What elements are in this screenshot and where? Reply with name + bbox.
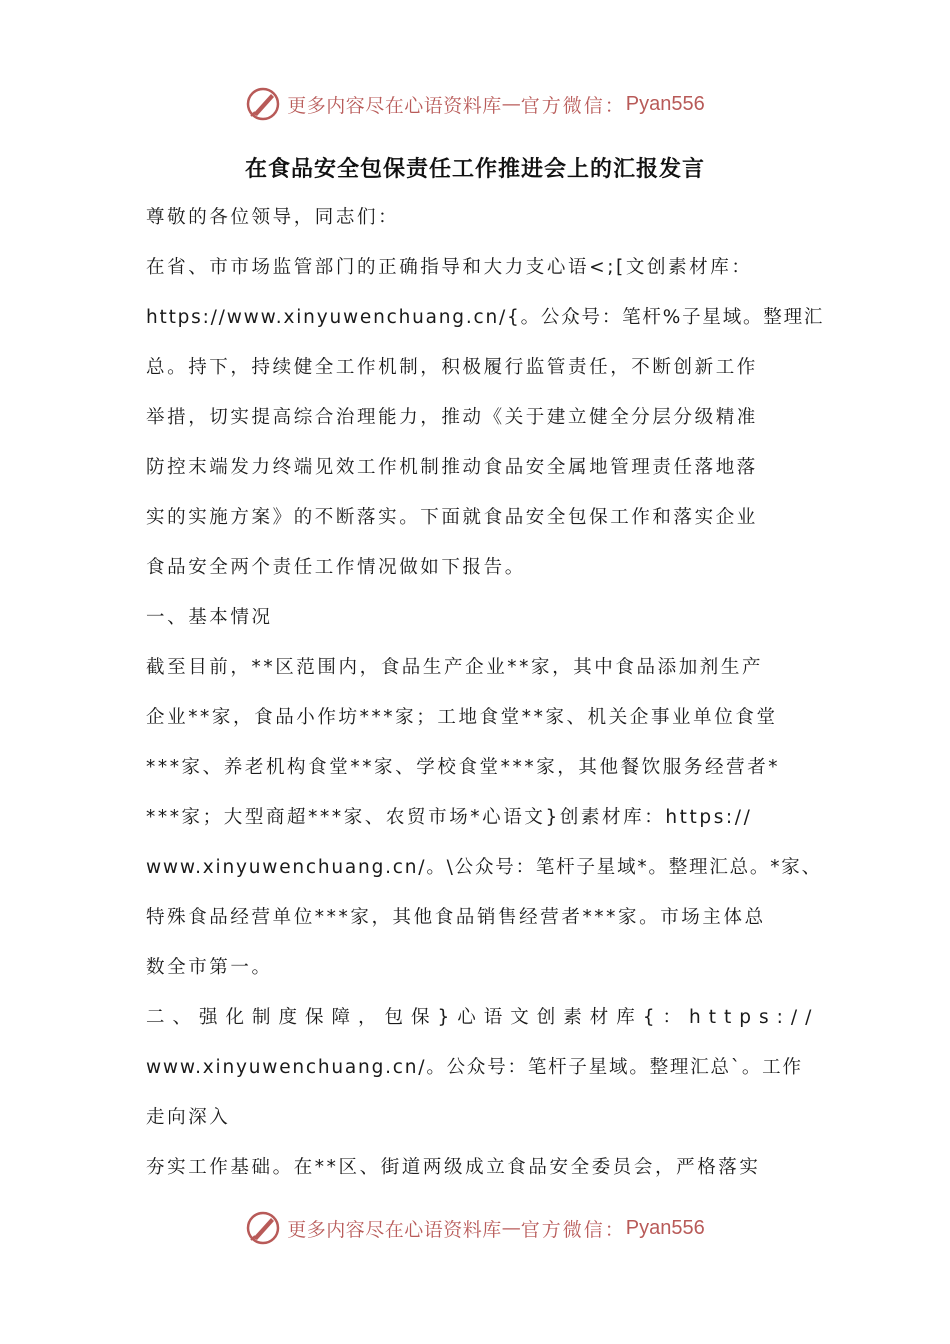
banner-wechat-id: Pyan556 [625,1216,705,1239]
footer-watermark-banner [0,1208,950,1248]
section-heading: 二、强化制度保障，包保}心语文创素材库{：https:// [146,1007,820,1028]
banner-wechat-id: Pyan556 [625,92,705,115]
quill-pen-logo-icon [245,1210,281,1246]
header-watermark-banner [0,84,950,124]
body-line: 企业**家，食品小作坊***家；工地食堂**家、机关企事业单位食堂 [146,707,778,728]
body-line: 夯实工作基础。在**区、街道两级成立食品安全委员会，严格落实 [146,1157,761,1178]
body-line: 总。持下，持续健全工作机制，积极履行监管责任，不断创新工作 [146,357,758,378]
body-line: 在省、市市场监管部门的正确指导和大力支心语<;[文创素材库： [146,257,753,278]
quill-pen-logo-icon [245,86,281,122]
banner-dash: — [501,93,521,115]
section-heading: 一、基本情况 [146,607,273,628]
body-line: 数全市第一。 [146,957,273,978]
banner-dash: — [501,1217,521,1239]
banner-wechat-label: 官方微信： [520,94,626,117]
body-line: www.xinyuwenchuang.cn/。公众号：笔杆子星域。整理汇总`。工作 [146,1057,803,1078]
body-line: 走向深入 [146,1107,231,1128]
body-line: 实的实施方案》的不断落实。下面就食品安全包保工作和落实企业 [146,507,758,528]
body-line: ***家；大型商超***家、农贸市场*心语文}创素材库：https:// [146,807,753,828]
body-line: 举措，切实提高综合治理能力，推动《关于建立健全分层分级精准 [146,407,758,428]
banner-text: 更多内容尽在心语资料库 [287,1218,502,1241]
body-line: https://www.xinyuwenchuang.cn/{。公众号：笔杆%子星域。整理汇 [146,307,825,328]
banner-text: 更多内容尽在心语资料库 [287,94,502,117]
body-line: ***家、养老机构食堂**家、学校食堂***家，其他餐饮服务经营者* [146,757,781,778]
document-title: 在食品安全包保责任工作推进会上的汇报发言 [244,157,705,182]
body-line: 食品安全两个责任工作情况做如下报告。 [146,557,526,578]
body-line: 截至目前，**区范围内，食品生产企业**家，其中食品添加剂生产 [146,657,764,678]
body-line: 尊敬的各位领导，同志们： [146,207,400,228]
banner-wechat-label: 官方微信： [520,1218,626,1241]
body-line: www.xinyuwenchuang.cn/。\公众号：笔杆子星域*。整理汇总。*家、 [146,857,822,878]
body-line: 特殊食品经营单位***家，其他食品销售经营者***家。市场主体总 [146,907,766,928]
body-line: 防控末端发力终端见效工作机制推动食品安全属地管理责任落地落 [146,457,758,478]
